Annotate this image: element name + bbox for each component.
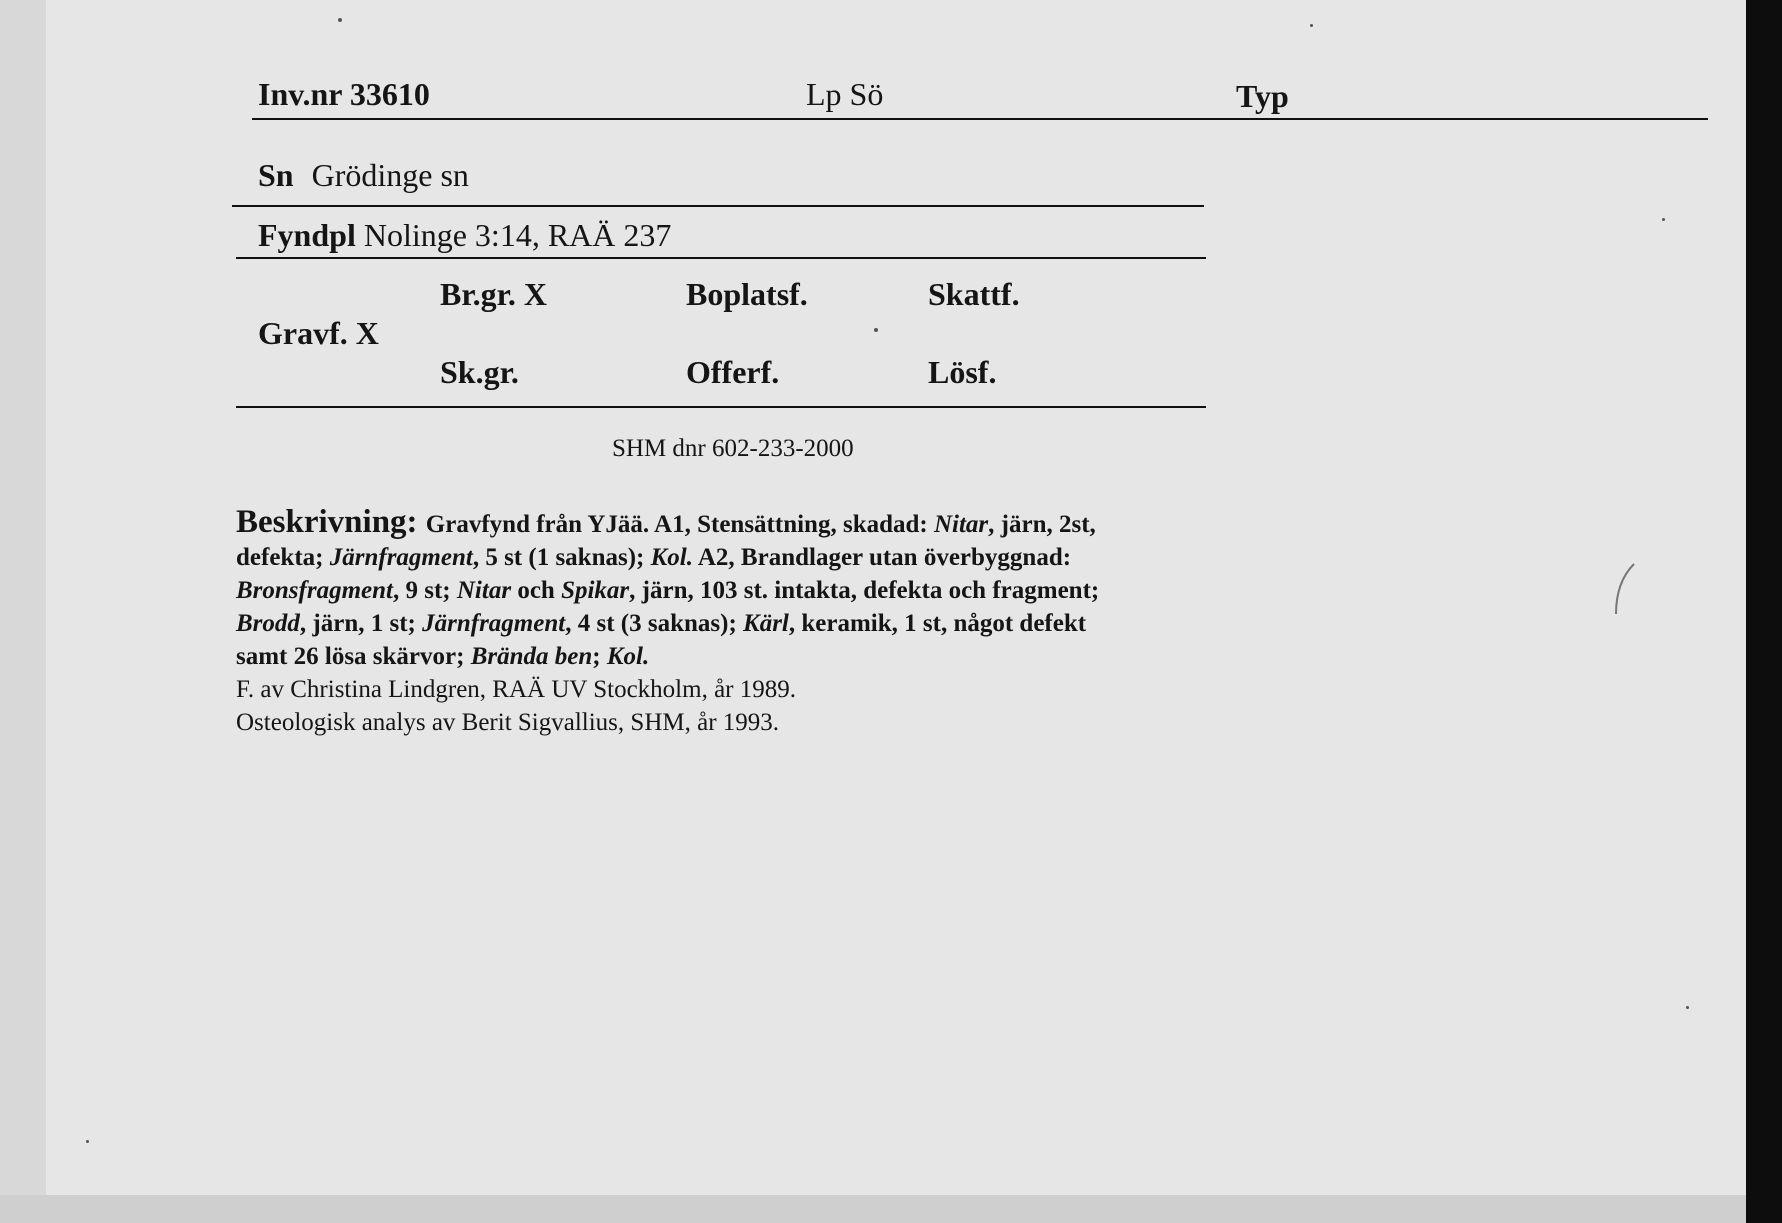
scan-speck	[1310, 24, 1313, 27]
fyndplats-label: Fyndpl	[258, 217, 356, 253]
scan-speck	[86, 1140, 89, 1143]
skattfynd-field: Skattf.	[928, 276, 1020, 312]
skelettgrav-field: Sk.gr.	[440, 354, 519, 390]
description-object: Spikar	[561, 577, 630, 604]
description-line	[236, 607, 1196, 640]
description-line	[236, 706, 1196, 739]
description-text: , 4 st (3 saknas);	[565, 610, 744, 637]
description-block	[236, 506, 1196, 739]
description-text: , 9 st;	[392, 577, 457, 604]
description-object: Kol.	[606, 643, 650, 670]
description-text: ;	[592, 643, 607, 670]
description-text: defekta;	[236, 544, 330, 571]
scan-speck	[338, 18, 342, 22]
scan-speck	[1686, 1006, 1689, 1009]
description-text: , järn, 103 st. intakta, defekta och fragment;	[629, 577, 1100, 604]
description-object: Brodd	[236, 610, 300, 637]
typ-field: Typ	[1236, 78, 1289, 114]
description-line	[236, 541, 1196, 574]
boplatsfynd-field: Boplatsf.	[686, 276, 808, 312]
description-text: , keramik, 1 st, något defekt	[788, 610, 1087, 637]
socken-rule	[232, 205, 1204, 207]
description-text: A2, Brandlager utan överbyggnad:	[693, 544, 1072, 571]
gravfynd-field: Gravf. X	[258, 315, 379, 351]
fyndplats-field	[258, 217, 671, 254]
socken-label: Sn	[258, 157, 294, 193]
description-object: Järnfragment	[329, 544, 473, 571]
socken-value: Grödinge sn	[311, 157, 469, 193]
description-text: , 5 st (1 saknas);	[472, 544, 651, 571]
description-text: , järn, 2st,	[988, 511, 1096, 538]
description-text: Gravfynd från YJää. A1, Stensättning, skadad:	[425, 511, 934, 538]
description-text: samt 26 lösa skärvor;	[236, 643, 471, 670]
scan-margin-right	[1746, 0, 1782, 1223]
description-object: Brända ben	[470, 643, 593, 670]
description-text: F. av Christina Lindgren, RAÄ UV Stockholm, år 1989.	[236, 676, 796, 703]
description-line	[236, 640, 1196, 673]
header-rule	[252, 118, 1708, 120]
category-rule	[236, 406, 1206, 408]
description-object: Kol.	[650, 544, 693, 571]
scan-margin-bottom	[0, 1195, 1746, 1223]
brandgrav-field: Br.gr. X	[440, 276, 547, 312]
scan-stroke	[1612, 562, 1638, 618]
description-line	[236, 506, 1196, 541]
description-object: Bronsfragment	[236, 577, 393, 604]
description-object: Järnfragment	[422, 610, 566, 637]
description-object: Kärl	[743, 610, 789, 637]
offerfynd-field: Offerf.	[686, 354, 780, 390]
landskap-field: Lp Sö	[806, 76, 884, 112]
description-line	[236, 574, 1196, 607]
scan-margin-left	[0, 0, 46, 1223]
scan-speck	[1662, 218, 1665, 221]
description-text: , järn, 1 st;	[299, 610, 423, 637]
description-object: Nitar	[933, 511, 989, 538]
scan-speck	[874, 328, 878, 332]
losfynd-field: Lösf.	[928, 354, 997, 390]
inventory-number: Inv.nr 33610	[258, 76, 430, 112]
shm-dnr: SHM dnr 602-233-2000	[612, 435, 854, 462]
description-text: Osteologisk analys av Berit Sigvallius, SHM, år 1993.	[236, 709, 780, 736]
fyndplats-value: Nolinge 3:14, RAÄ 237	[363, 217, 672, 253]
socken-field	[258, 157, 469, 194]
description-text: och	[511, 577, 562, 604]
description-object: Nitar	[456, 577, 512, 604]
description-label: Beskrivning:	[236, 504, 426, 540]
fyndplats-rule	[236, 257, 1206, 259]
description-line	[236, 673, 1196, 706]
